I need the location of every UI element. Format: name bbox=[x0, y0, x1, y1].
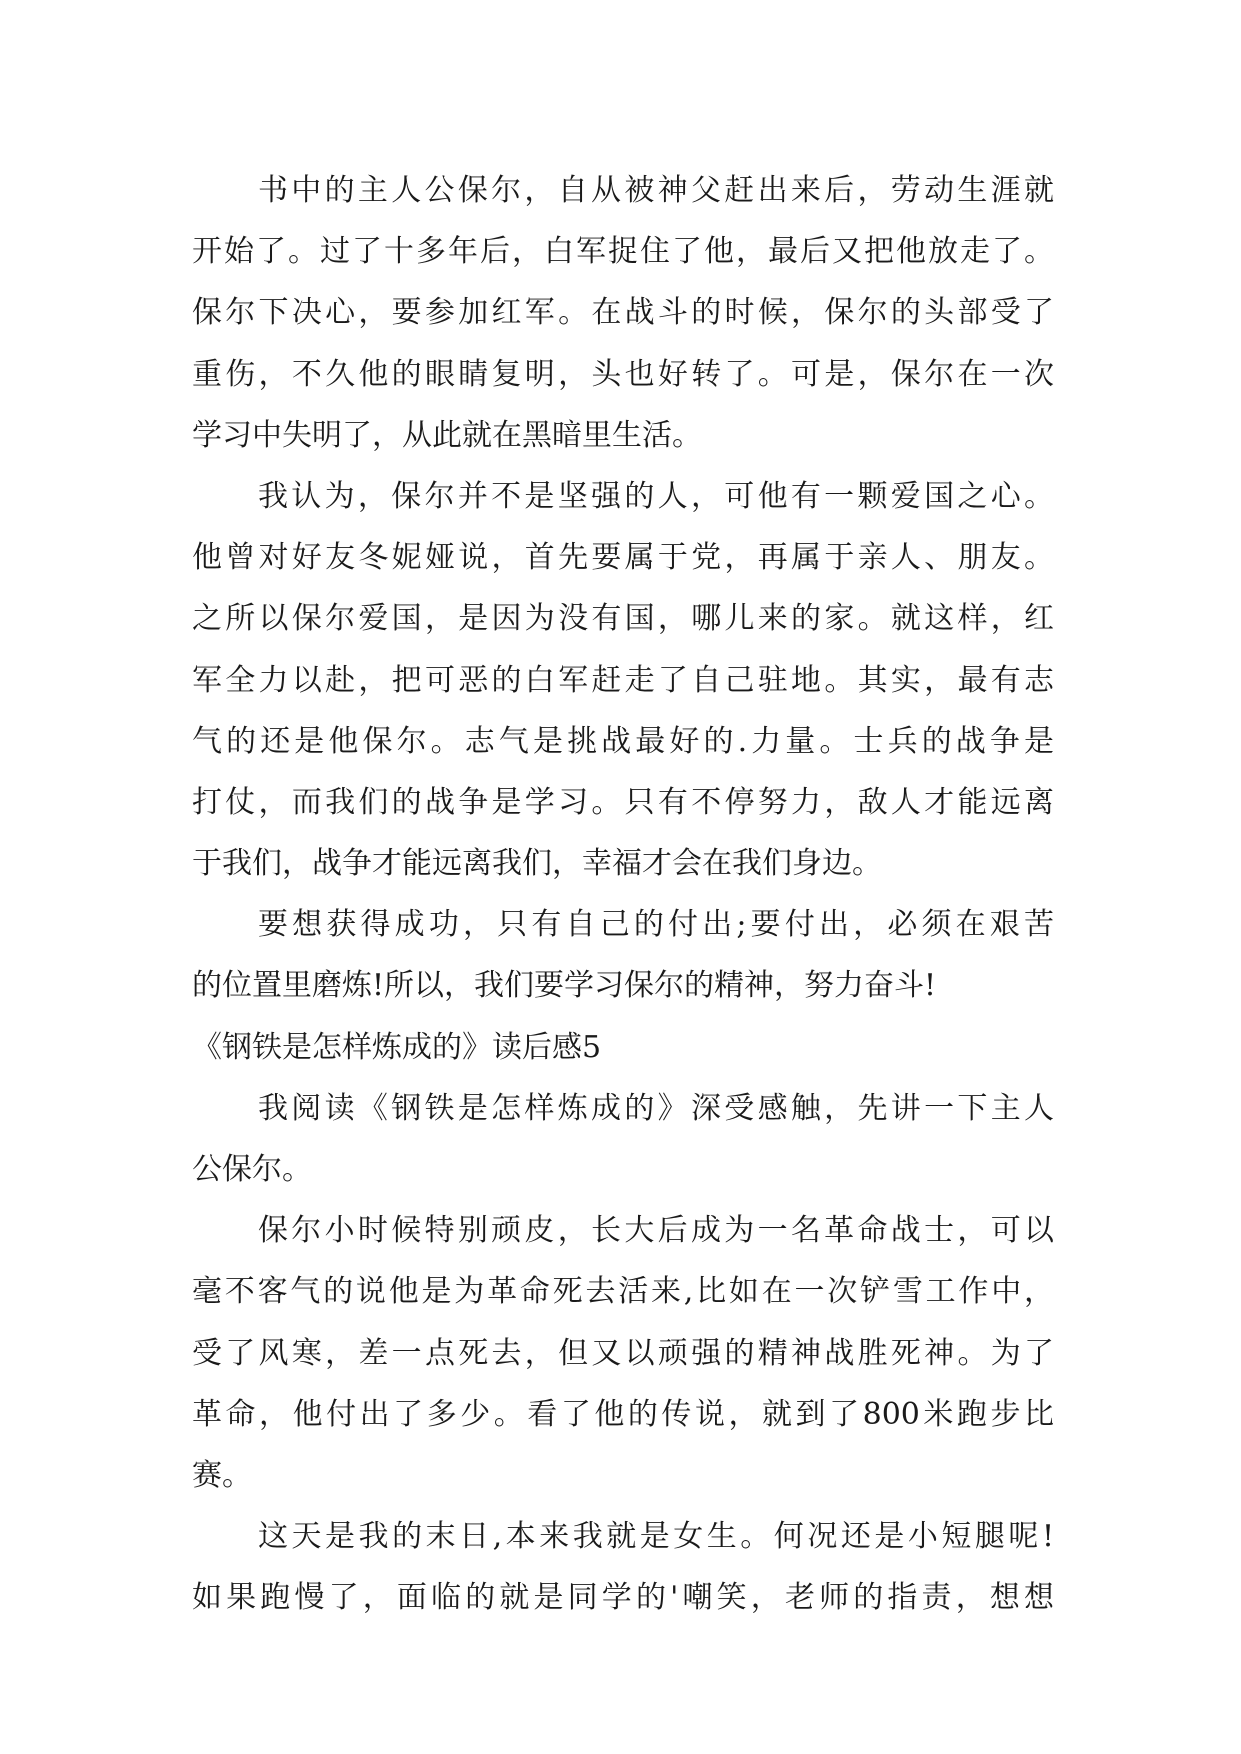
text-line: 重伤，不久他的眼睛复明，头也好转了。可是，保尔在一次 bbox=[192, 356, 1054, 392]
text-line: 赛。 bbox=[192, 1457, 252, 1493]
text-line: 开始了。过了十多年后，白军捉住了他，最后又把他放走了。 bbox=[192, 234, 1054, 270]
text-line: 他曾对好友冬妮娅说，首先要属于党，再属于亲人、朋友。 bbox=[192, 540, 1054, 576]
section-heading: 《钢铁是怎样炼成的》读后感5 bbox=[192, 1029, 602, 1065]
text-line: 于我们，战争才能远离我们，幸福才会在我们身边。 bbox=[192, 846, 882, 882]
text-line: 打仗，而我们的战争是学习。只有不停努力，敌人才能远离 bbox=[192, 784, 1054, 820]
text-line: 书中的主人公保尔，自从被神父赶出来后，劳动生涯就 bbox=[258, 173, 1054, 208]
text-line: 的位置里磨炼!所以，我们要学习保尔的精神，努力奋斗! bbox=[192, 968, 937, 1004]
document-body bbox=[192, 160, 1054, 1629]
text-line: 如果跑慢了，面临的就是同学的'嘲笑，老师的指责，想想 bbox=[192, 1580, 1054, 1616]
text-line: 之所以保尔爱国，是因为没有国，哪儿来的家。就这样，红 bbox=[192, 601, 1054, 637]
text-line: 受了风寒，差一点死去，但又以顽强的精神战胜死神。为了 bbox=[192, 1335, 1054, 1371]
text-line: 学习中失明了，从此就在黑暗里生活。 bbox=[192, 417, 702, 453]
text-line: 革命，他付出了多少。看了他的传说，就到了800米跑步比 bbox=[192, 1396, 1054, 1432]
text-line: 军全力以赴，把可恶的白军赶走了自己驻地。其实，最有志 bbox=[192, 662, 1054, 698]
text-line: 我阅读《钢铁是怎样炼成的》深受感触，先讲一下主人 bbox=[258, 1090, 1054, 1126]
text-line: 我认为，保尔并不是坚强的人，可他有一颗爱国之心。 bbox=[258, 478, 1054, 514]
text-line: 气的还是他保尔。志气是挑战最好的.力量。士兵的战争是 bbox=[192, 723, 1054, 759]
text-line: 保尔小时候特别顽皮，长大后成为一名革命战士，可以 bbox=[258, 1213, 1054, 1249]
text-line: 毫不客气的说他是为革命死去活来,比如在一次铲雪工作中， bbox=[192, 1274, 1054, 1310]
text-line: 要想获得成功，只有自己的付出;要付出，必须在艰苦 bbox=[258, 907, 1054, 943]
text-line: 公保尔。 bbox=[192, 1152, 312, 1187]
text-line: 保尔下决心，要参加红军。在战斗的时候，保尔的头部受了 bbox=[192, 295, 1054, 331]
text-line: 这天是我的末日,本来我就是女生。何况还是小短腿呢! bbox=[258, 1519, 1054, 1555]
